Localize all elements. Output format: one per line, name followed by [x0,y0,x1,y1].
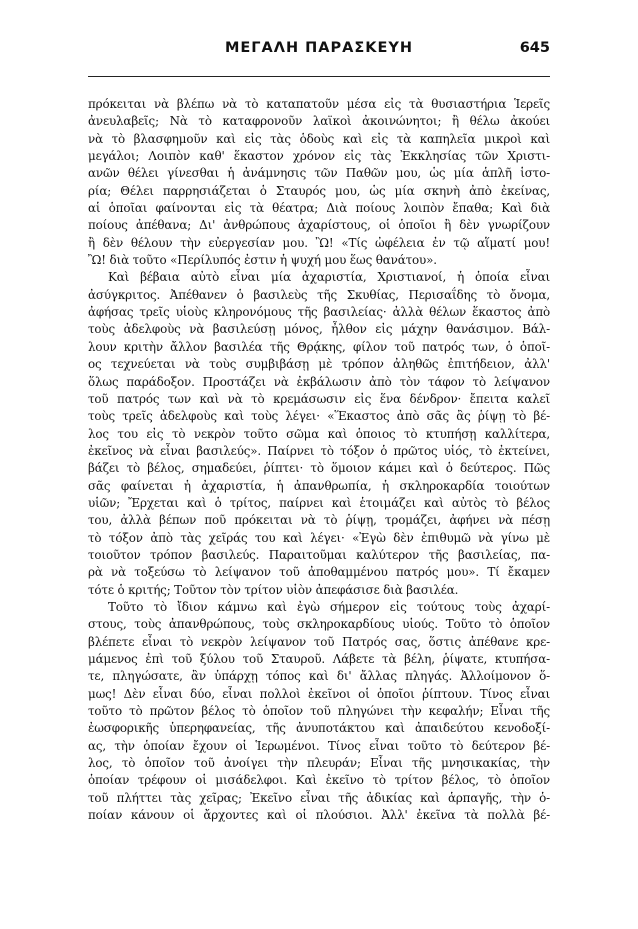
text-line: μεγάλοι; Λοιπὸν καθ' ἕκαστον χρόνον εἰς τὰς Ἐκκλησίας τῶν Χριστι- [88,149,550,164]
text-line: λος του εἰς τὸ νεκρὸν τοῦτο σῶμα καὶ ὁποιος τὸ κτυπήσῃ καλλίτερα, [88,426,550,441]
text-line: Καὶ βέβαια αὐτὸ εἶναι μία ἀχαριστία, Χριστιανοί, ἡ ὁποία εἶναι [108,270,550,285]
text-line: ἀνευλαβεῖς; Νὰ τὸ καταφρονοῦν λαϊκοὶ ἀκοινώνητοι; ἢ θέλω ἀκούει [88,114,550,129]
text-line: ας, τὴν ὁποίαν ἔχουν οἱ Ἱερωμένοι. Τίνος εἶναι τοῦτο τὸ δεύτερον βέ- [88,738,550,753]
page-header [88,40,550,66]
text-line: τοῦ πλήττει τὰς χεῖρας; Ἐκεῖνο εἶναι τῆς ἀδικίας καὶ ἁρπαγῆς, τὴν ὁ- [88,790,550,805]
text-line: ποίους ἀπέθανα; Δι' ἀνθρώπους ἀχαρίστους, οἱ ὁποῖοι ἢ δὲν γνωρίζουν [88,218,550,233]
text-line: Ὢ! διὰ τοῦτο «Περίλυπός ἐστιν ἡ ψυχή μου ἕως θανάτου». [88,253,437,268]
text-line: ἐκεῖνος νὰ εἶναι βασιλεύς». Παίρνει τὸ τόξον ὁ πρῶτος υἱός, τὸ ἐκτείνει, [88,443,550,458]
text-line: ρία; Θέλει παρρησιάζεται ὁ Σταυρός μου, ὡς μία σκηνὴ ἀπὸ ἐκείνας, [88,183,550,198]
text-line: σᾶς φαίνεται ἡ ἀχαριστία, ἡ ἀπανθρωπία, ἡ σκληροκαρδία τοιούτων [88,478,550,493]
text-line: ἀφήσας τρεῖς υἱοὺς κληρονόμους τῆς βασιλείας· ἀλλὰ θέλων ἕκαστος ἀπὸ [88,305,550,320]
text-line: ὁποίαν τρέφουν οἱ μισάδελφοι. Καὶ ἐκεῖνο τὸ τρίτον βέλος, τὸ ὁποῖον [88,773,550,788]
text-line: βλέπετε εἶναι τὸ νεκρὸν λείψανον τοῦ Πατρός σας, ὅστις ἀπέθανε κρε- [88,634,550,649]
text-line: τὸ τόξον ἀπὸ τὰς χεῖράς του καὶ λέγει· «Ἐγὼ δὲν ἐπιθυμῶ νὰ γίνω μὲ [88,530,550,545]
text-line: νὰ τὸ βλασφημοῦν καὶ εἰς τὰς ὁδοὺς καὶ εἰς τὰ καπηλεῖα μικροὶ καὶ [88,131,550,146]
text-line: ος τεχνεύεται νὰ τοὺς συμβιβάσῃ μὲ τρόπον ἀληθῶς ἐπιτήδειον, ἀλλ' [88,357,550,372]
text-line: ἐωσφορικῆς ὑπερηφανείας, τῆς ἀνυποτάκτου καὶ ἀπαιδεύτου κενοδοξί- [88,721,550,736]
text-line: τε, πληγώσατε, ἂν ὑπάρχῃ τόπος καὶ δι' ἄλλας πληγάς. Ἀλλοίμονον ὅ- [88,669,550,684]
text-line: ρὰ νὰ τοξεύσω τὸ λείψανον τοῦ ἀποθαμμένου πατρός μου». Τί ἔκαμεν [88,565,550,580]
text-line: υἱῶν; Ἔρχεται καὶ ὁ τρίτος, παίρνει καὶ ἑτοιμάζει καὶ αὐτὸς τὸ βέλος [88,495,550,510]
header-rule [88,76,550,77]
text-line: τοὺς τρεῖς ἀδελφοὺς καὶ τοὺς λέγει· «Ἕκαστος ἀπὸ σᾶς ἂς ῥίψῃ τὸ βέ- [88,409,550,424]
text-line: στους, τοὺς ἀπανθρώπους, τοὺς σκληροκαρδίους υἱούς. Τοῦτο τὸ ὁποῖον [88,617,550,632]
text-line: του, ἀλλὰ βέπων ποῦ πρόκειται νὰ τὸ ῥίψῃ, τρομάζει, ἀφήνει νὰ πέσῃ [88,513,550,528]
text-line: τοιοῦτον τρόπον βασιλεύς. Παραιτοῦμαι καλύτερον τῆς βασιλείας, πα- [88,547,550,562]
page-number: 645 [519,40,550,56]
text-line: Τοῦτο τὸ ἴδιον κάμνω καὶ ἐγὼ σήμερον εἰς τούτους τοὺς ἀχαρί- [108,599,550,614]
text-line: τότε ὁ κριτής; Τοῦτον τὸν τρίτον υἱὸν ἀπεφάσισε διὰ βασιλέα. [88,582,459,597]
text-line: αἱ ὁποῖαι φαίνονται εἰς τὰ θέατρα; Διὰ ποίους λοιπὸν ἔπαθα; Καὶ διὰ [88,201,550,216]
text-line: βάζει τὸ βέλος, σημαδεύει, ῥίπτει· τὸ ὅμοιον κάμει καὶ ὁ δεύτερος. Πῶς [88,461,550,476]
text-line: τοῦτο τὸ πρῶτον βέλος τὸ ὁποῖον τοῦ πληγώνει τὴν κεφαλήν; Εἶναι τῆς [88,704,550,719]
text-line: λουν κριτὴν ἄλλον βασιλέα τῆς Θρᾴκης, φίλον τοῦ πατρός των, ὁ ὁποῖ- [88,339,550,354]
text-line: ἀσύγκριτος. Ἀπέθανεν ὁ βασιλεὺς τῆς Σκυθίας, Περισαΐδης τὸ ὄνομα, [88,287,550,302]
text-line: ὅλως παράδοξον. Προστάζει νὰ ἐκβάλωσιν ἀπὸ τὸν τάφον τὸ λείψανον [88,374,550,389]
text-line: ἢ δὲν θέλουν τὴν εὐεργεσίαν μου. Ὢ! «Τίς ὠφέλεια ἐν τῷ αἵματί μου! [88,235,550,250]
text-line: τοῦ πατρός των καὶ νὰ τὸ κρεμάσωσιν εἰς ἕνα δένδρον· ἔπειτα καλεῖ [88,391,550,406]
text-line: τοὺς ἀδελφοὺς νὰ βασιλεύσῃ μόνος, ἦλθον εἰς μάχην θανάσιμον. Βάλ- [88,322,550,337]
body-text [88,96,550,824]
text-line: ποίαν κάνουν οἱ ἄρχοντες καὶ οἱ πλούσιοι. Ἀλλ' ἐκεῖνα τὰ πολλὰ βέ- [88,808,550,823]
text-line: ανῶν θέλει γίνεσθαι ἡ ἀνάμνησις τῶν Παθῶν μου, ὡς μία ἁπλῆ ἱστο- [88,166,550,181]
text-line: πρόκειται νὰ βλέπω νὰ τὸ καταπατοῦν μέσα εἰς τὰ θυσιαστήρια Ἱερεῖς [88,97,550,111]
text-line: μως! Δὲν εἶναι δύο, εἶναι πολλοὶ ἐκεῖνοι οἱ ὁποῖοι ῥίπτουν. Τίνος εἶναι [88,686,550,701]
text-line: μάμενος ἐπὶ τοῦ ξύλου τοῦ Σταυροῦ. Λάβετε τὰ βέλη, ῥίψατε, κτυπήσα- [88,652,550,666]
running-title: ΜΕΓΑΛΗ ΠΑΡΑΣΚΕΥΗ [224,40,414,56]
text-line: λος, τὸ ὁποῖον τοῦ ἀνοίγει τὴν πλευράν; Εἶναι τῆς μνησικακίας, τὴν [88,756,550,771]
